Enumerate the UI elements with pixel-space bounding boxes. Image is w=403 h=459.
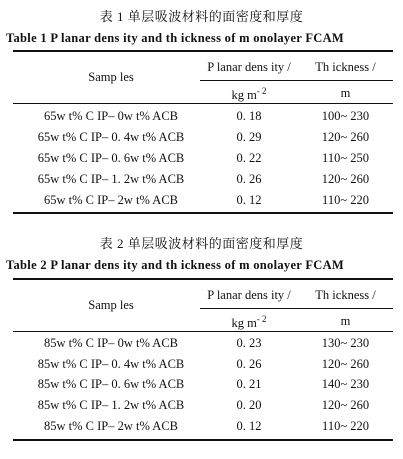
thickness-cell: 130~ 230 xyxy=(321,336,370,350)
table-2-top-rule xyxy=(13,278,393,280)
sample-cell: 65w t% C IP– 0. 6w t% ACB xyxy=(37,151,185,165)
density-cell: 0. 20 xyxy=(236,398,262,412)
sample-cell: 65w t% C IP– 1. 2w t% ACB xyxy=(37,172,185,186)
density-unit-text: kg m xyxy=(231,316,257,331)
thickness-cell: 110~ 220 xyxy=(322,193,369,207)
sample-cell: 65w t% C IP– 0w t% ACB xyxy=(43,109,179,123)
table-2-bottom-rule xyxy=(13,439,393,441)
table-1-top-rule xyxy=(13,50,393,52)
density-unit-exponent: - 2 xyxy=(256,314,267,324)
table-1-header-rule xyxy=(13,103,393,104)
table-1-caption-en: Table 1 P lanar dens ity and th ickness of m onolayer FCAM xyxy=(6,31,345,45)
table-1-header-thickness-unit: m xyxy=(340,86,351,100)
thickness-cell: 120~ 260 xyxy=(321,357,370,371)
table-2-caption-en: Table 2 P lanar dens ity and th ickness of m onolayer FCAM xyxy=(6,258,345,272)
table-2-header-samples: Samp les xyxy=(88,298,134,312)
thickness-cell: 140~ 230 xyxy=(321,377,370,391)
table-1-header-density-unit xyxy=(200,86,298,103)
density-cell: 0. 29 xyxy=(236,130,262,144)
thickness-cell: 120~ 260 xyxy=(321,172,370,186)
density-cell: 0. 21 xyxy=(236,377,262,391)
table-2-header-density-unit xyxy=(200,314,298,331)
table-1-caption-cn: 表 1 单层吸波材料的面密度和厚度 xyxy=(99,9,304,24)
table-2-header-density: P lanar dens ity / xyxy=(207,288,291,302)
sample-cell: 85w t% C IP– 0. 4w t% ACB xyxy=(37,357,185,371)
table-2-header-subrule xyxy=(200,308,393,309)
thickness-cell: 110~ 220 xyxy=(322,419,369,433)
table-2-header-rule xyxy=(13,331,393,332)
sample-cell: 85w t% C IP– 1. 2w t% ACB xyxy=(37,398,185,412)
sample-cell: 65w t% C IP– 2w t% ACB xyxy=(43,193,179,207)
table-1-header-density: P lanar dens ity / xyxy=(207,60,291,74)
table-2-caption-cn: 表 2 单层吸波材料的面密度和厚度 xyxy=(99,236,304,251)
density-cell: 0. 12 xyxy=(236,193,262,207)
sample-cell: 85w t% C IP– 0w t% ACB xyxy=(43,336,179,350)
density-cell: 0. 18 xyxy=(236,109,262,123)
table-1-header-thickness: Th ickness / xyxy=(315,60,376,74)
density-unit-exponent: - 2 xyxy=(256,86,267,96)
sample-cell: 85w t% C IP– 2w t% ACB xyxy=(43,419,179,433)
table-2-header-thickness: Th ickness / xyxy=(315,288,376,302)
density-unit-text: kg m xyxy=(231,88,257,103)
density-cell: 0. 22 xyxy=(236,151,262,165)
density-cell: 0. 12 xyxy=(236,419,262,433)
density-cell: 0. 23 xyxy=(236,336,262,350)
table-1-header-samples: Samp les xyxy=(88,70,134,84)
table-2-header-thickness-unit: m xyxy=(340,314,351,328)
density-cell: 0. 26 xyxy=(236,172,262,186)
table-1-header-subrule xyxy=(200,80,393,81)
thickness-cell: 120~ 260 xyxy=(321,130,370,144)
thickness-cell: 100~ 230 xyxy=(321,109,370,123)
table-1-bottom-rule xyxy=(13,212,393,214)
density-cell: 0. 26 xyxy=(236,357,262,371)
sample-cell: 65w t% C IP– 0. 4w t% ACB xyxy=(37,130,185,144)
sample-cell: 85w t% C IP– 0. 6w t% ACB xyxy=(37,377,185,391)
thickness-cell: 120~ 260 xyxy=(321,398,370,412)
thickness-cell: 110~ 250 xyxy=(322,151,369,165)
